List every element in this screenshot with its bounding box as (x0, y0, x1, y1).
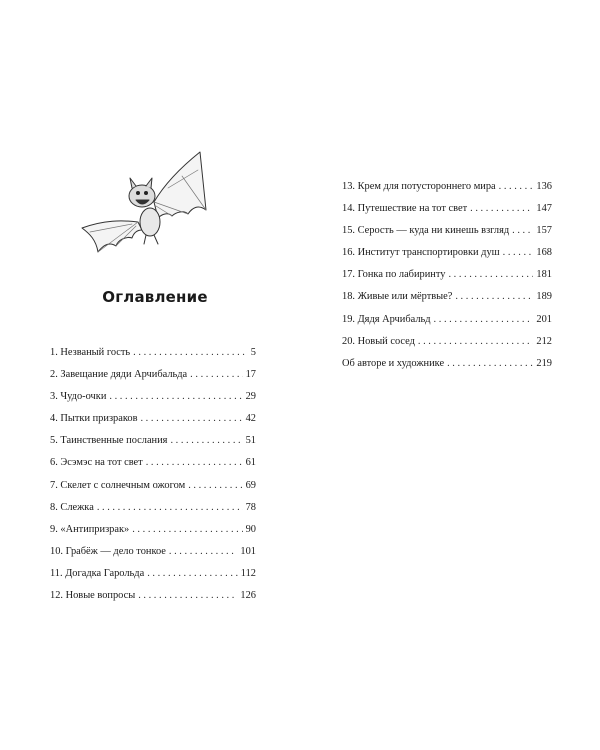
toc-entry-title: 10. Грабёж — дело тонкое (50, 545, 166, 557)
toc-entry-title: 9. «Антипризрак» (50, 523, 130, 535)
toc-entry-title: 19. Дядя Арчибальд (342, 313, 431, 325)
toc-entry[interactable] (50, 475, 256, 497)
toc-entry[interactable] (342, 198, 552, 220)
toc-entry-title: 14. Путешествие на тот свет (342, 203, 468, 215)
toc-column-right (342, 176, 552, 375)
toc-entry[interactable] (342, 242, 552, 264)
toc-entry-title: 11. Догадка Гарольда (50, 567, 145, 579)
toc-entry-page: 126 (240, 590, 256, 602)
toc-leader-dots (447, 353, 533, 375)
toc-entry-title: 20. Новый сосед (342, 335, 415, 347)
toc-entry[interactable] (342, 309, 552, 331)
toc-leader-dots (470, 198, 533, 220)
toc-entry[interactable] (50, 342, 256, 364)
toc-leader-dots (434, 309, 534, 331)
toc-entry-page: 29 (245, 391, 256, 403)
toc-column-left (50, 342, 256, 607)
toc-leader-dots (140, 408, 242, 430)
toc-entry[interactable] (50, 364, 256, 386)
toc-leader-dots (499, 176, 534, 198)
toc-entry[interactable] (50, 452, 256, 474)
toc-entry-page: 136 (536, 181, 552, 192)
toc-leader-dots (455, 286, 533, 308)
toc-entry[interactable] (50, 497, 256, 519)
toc-entry-title: 8. Слежка (50, 501, 94, 513)
toc-entry[interactable] (50, 585, 256, 607)
toc-entry-page: 201 (536, 313, 552, 325)
toc-leader-dots (138, 585, 237, 607)
toc-leader-dots (503, 242, 534, 264)
toc-entry[interactable] (342, 264, 552, 286)
toc-title: Оглавление (102, 288, 208, 306)
toc-leader-dots (188, 475, 242, 497)
toc-leader-dots (448, 264, 533, 286)
toc-entry-title: 6. Эсэмэс на тот свет (50, 457, 143, 469)
toc-leader-dots (418, 331, 534, 353)
toc-entry[interactable] (50, 563, 256, 585)
toc-entry-page: 112 (240, 567, 256, 579)
toc-entry-title: 3. Чудо-очки (50, 391, 107, 403)
toc-entry-page: 51 (245, 435, 256, 447)
toc-entry-page: 189 (536, 291, 552, 303)
toc-leader-dots (190, 364, 242, 386)
toc-entry-title: 12. Новые вопросы (50, 590, 136, 602)
toc-entry[interactable] (342, 331, 552, 353)
toc-entry-title: Об авторе и художнике (342, 357, 445, 369)
toc-entry-page: 61 (245, 457, 256, 469)
toc-entry-page: 147 (536, 203, 552, 215)
toc-entry-page: 69 (245, 479, 256, 491)
toc-entry[interactable] (50, 519, 256, 541)
toc-leader-dots (147, 563, 238, 585)
toc-entry-title: 13. Крем для потустороннего мира (342, 181, 496, 192)
toc-entry-page: 17 (245, 369, 256, 381)
toc-entry-title: 15. Серость — куда ни кинешь взгляд (342, 225, 510, 237)
toc-entry[interactable] (50, 408, 256, 430)
toc-entry[interactable] (342, 220, 552, 242)
toc-leader-dots (133, 342, 248, 364)
toc-entry[interactable] (342, 286, 552, 308)
toc-entry-page: 5 (250, 347, 256, 358)
toc-entry-title: 16. Институт транспортировки душ (342, 247, 500, 259)
toc-entry-page: 168 (536, 247, 552, 259)
toc-entry[interactable] (50, 541, 256, 563)
toc-entry-title: 18. Живые или мёртвые? (342, 291, 453, 303)
toc-entry[interactable] (50, 430, 256, 452)
toc-entry-page: 90 (245, 523, 256, 535)
toc-entry-page: 219 (536, 357, 552, 369)
toc-entry-page: 181 (536, 269, 552, 281)
toc-entry[interactable] (342, 176, 552, 198)
toc-entry-page: 157 (536, 225, 552, 237)
toc-entry-page: 78 (245, 501, 256, 513)
toc-entry-page: 212 (536, 335, 552, 347)
toc-entry-title: 4. Пытки призраков (50, 413, 138, 425)
toc-entry[interactable] (50, 386, 256, 408)
toc-leader-dots (97, 497, 243, 519)
toc-leader-dots (109, 386, 242, 408)
toc-leader-dots (169, 541, 238, 563)
toc-entry-title: 17. Гонка по лабиринту (342, 269, 446, 281)
toc-entry-page: 42 (245, 413, 256, 425)
toc-entry-title: 7. Скелет с солнечным ожогом (50, 479, 186, 491)
bat-illustration-icon (72, 140, 222, 260)
toc-entry-title: 1. Незваный гость (50, 347, 131, 358)
toc-entry-title: 5. Таинственные послания (50, 435, 168, 447)
toc-leader-dots (170, 430, 242, 452)
toc-entry[interactable] (342, 353, 552, 375)
toc-entry-title: 2. Завещание дяди Арчибальда (50, 369, 188, 381)
toc-leader-dots (146, 452, 243, 474)
toc-leader-dots (512, 220, 533, 242)
toc-entry-page: 101 (240, 545, 256, 557)
toc-leader-dots (132, 519, 242, 541)
